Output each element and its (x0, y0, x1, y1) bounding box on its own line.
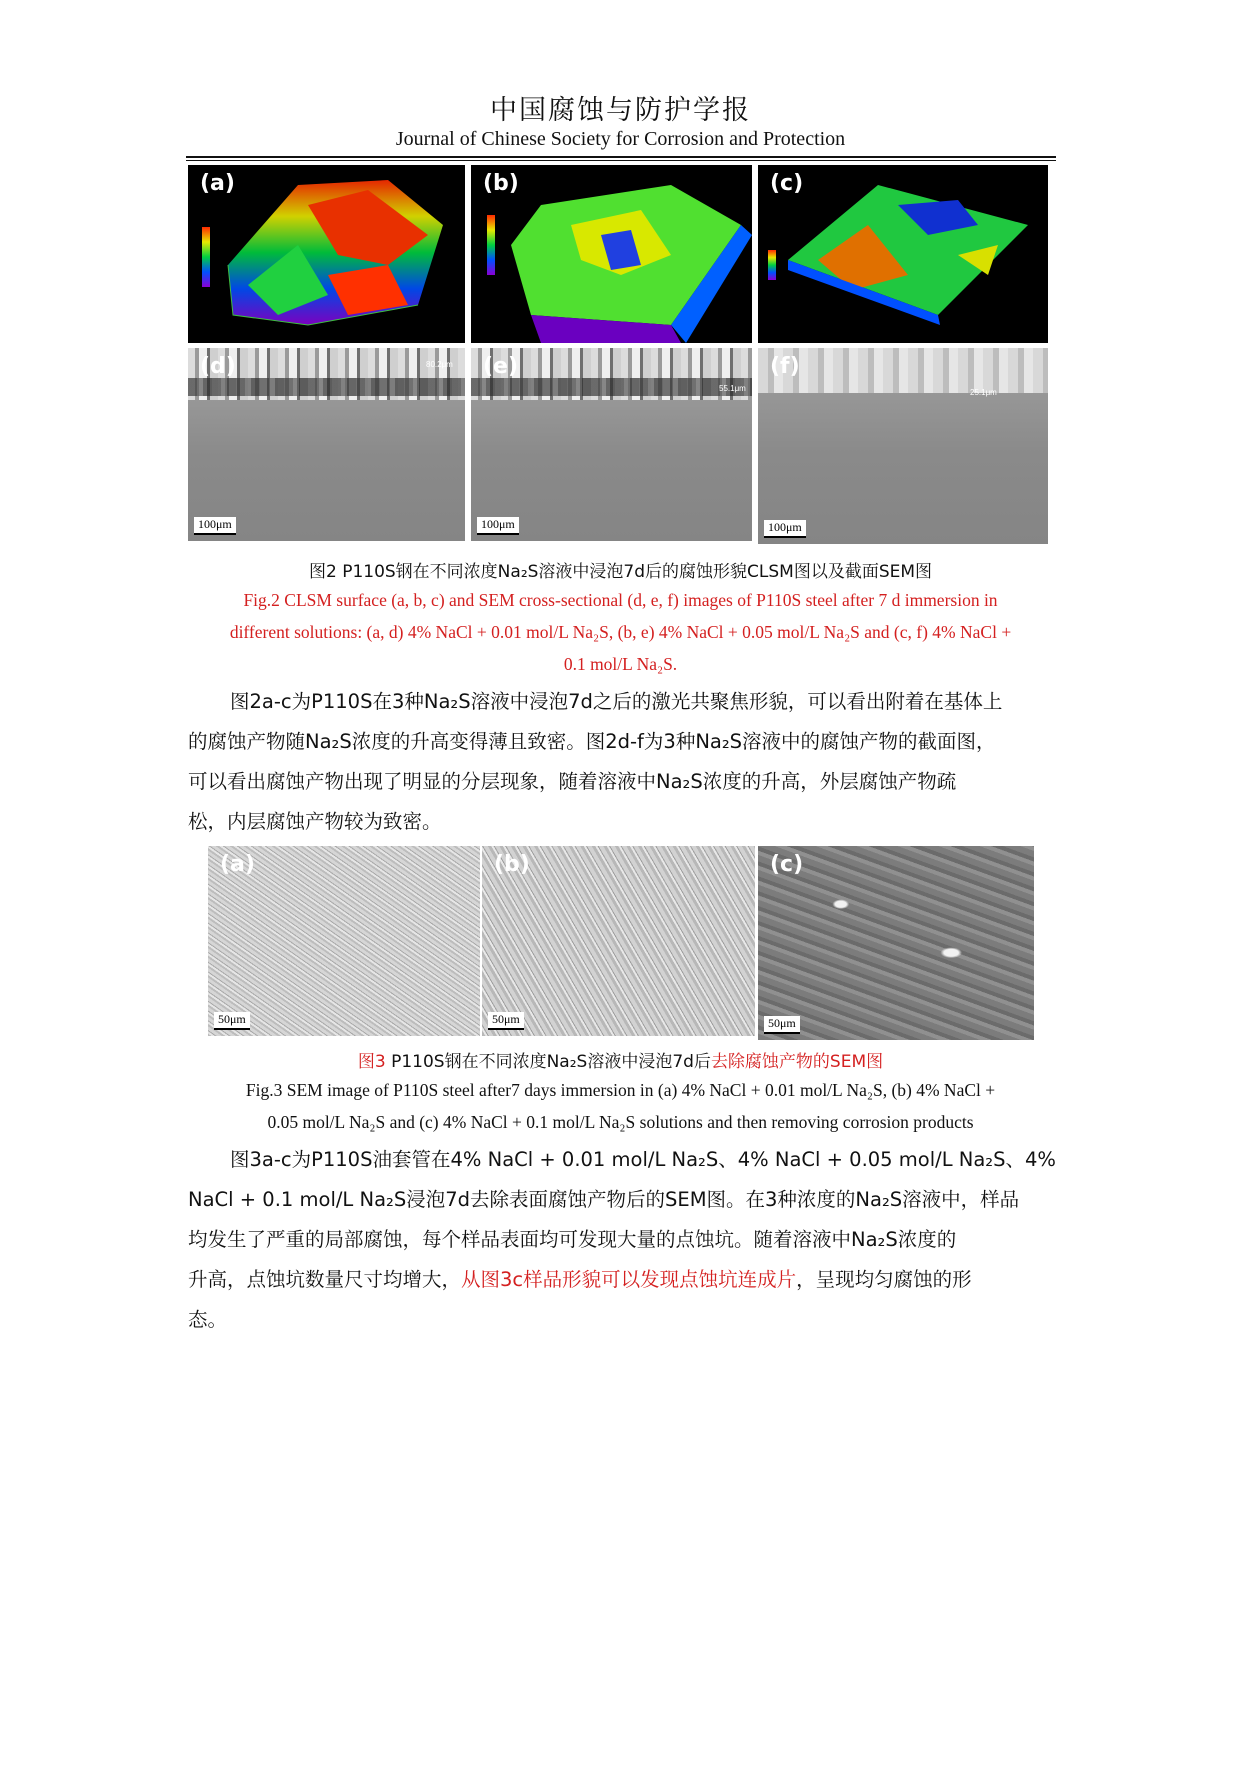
scale-bar: 50μm (214, 1012, 250, 1030)
text-line: NaCl + 0.1 mol/L Na₂S浸泡7d去除表面腐蚀产物后的SEM图。在3种浓度的Na₂S溶液中，样品 (188, 1188, 1020, 1211)
scale-bar: 50μm (488, 1012, 524, 1030)
panel-label: (e) (483, 354, 519, 379)
fig2-panel-c (758, 165, 1048, 343)
scale-bar: 100μm (764, 520, 806, 538)
fig3-panel-a (208, 846, 480, 1036)
scale-bar: 100μm (477, 517, 519, 535)
panel-label: (c) (770, 171, 804, 196)
fig3-caption-cn-red: 去除腐蚀产物的SEM图 (710, 1052, 884, 1072)
text-line: 均发生了严重的局部腐蚀，每个样品表面均可发现大量的点蚀坑。随着溶液中Na₂S浓度的 (188, 1228, 957, 1251)
panel-label: (d) (200, 354, 236, 379)
panel-label: (f) (770, 354, 800, 379)
fig2-panel-d (188, 348, 465, 541)
panel-label: (b) (483, 171, 519, 196)
inner-layer (471, 378, 752, 396)
journal-title-en: Journal of Chinese Society for Corrosion and Protection (395, 128, 846, 150)
fig3-caption-en-line2: 0.05 mol/L Na₂S and (c) 4% NaCl + 0.1 mol/L Na₂S solutions and then removing corrosion products (267, 1112, 974, 1132)
panel-label: (a) (200, 171, 235, 196)
corrosion-layer (758, 348, 1048, 393)
fig3-caption-cn-main: P110S钢在不同浓度Na₂S溶液中浸泡7d后 (385, 1052, 711, 1072)
scale-bar: 50μm (764, 1016, 800, 1034)
header-rule (186, 156, 1056, 161)
panel-label: (b) (494, 852, 530, 877)
fig2-panel-a (188, 165, 465, 343)
text-line: 可以看出腐蚀产物出现了明显的分层现象，随着溶液中Na₂S浓度的升高，外层腐蚀产物疏 (188, 770, 957, 793)
thickness-label: 80.2μm (426, 360, 453, 369)
fig2-panel-f (758, 348, 1048, 544)
thickness-label: 55.1μm (719, 384, 746, 393)
fig3-panel-c (758, 846, 1034, 1040)
text-line: 松，内层腐蚀产物较为致密。 (188, 810, 442, 833)
panel-label: (a) (220, 852, 255, 877)
panel-label: (c) (770, 852, 804, 877)
text-line: 图3a-c为P110S油套管在4% NaCl + 0.01 mol/L Na₂S、4% NaCl + 0.05 mol/L Na₂S、4% (230, 1148, 1056, 1171)
journal-title-cn: 中国腐蚀与防护学报 (490, 95, 751, 126)
paragraph-1 (188, 682, 1054, 842)
paragraph-2 (188, 1140, 1054, 1340)
fig2-panel-e (471, 348, 752, 541)
fig2-panel-b (471, 165, 752, 343)
text-segment: 升高，点蚀坑数量尺寸均增大， (188, 1268, 462, 1291)
text-line: 图2a-c为P110S在3种Na₂S溶液中浸泡7d之后的激光共聚焦形貌，可以看出附着在基体上 (230, 690, 1003, 713)
text-segment: ，呈现均匀腐蚀的形 (796, 1268, 972, 1291)
fig2-caption-en-line3: 0.1 mol/L Na₂S. (563, 654, 678, 674)
text-line (188, 1260, 1054, 1300)
fig2-caption-cn: 图2 P110S钢在不同浓度Na₂S溶液中浸泡7d后的腐蚀形貌CLSM图以及截面SEM图 (308, 562, 933, 582)
fig3-caption-cn (0, 1047, 1241, 1072)
fig2-caption-en-line2: different solutions: (a, d) 4% NaCl + 0.01 mol/L Na₂S, (b, e) 4% NaCl + 0.05 mol/L Na₂S and (c, f) 4% NaCl + (229, 622, 1012, 642)
text-line: 的腐蚀产物随Na₂S浓度的升高变得薄且致密。图2d-f为3种Na₂S溶液中的腐蚀产物的截面图， (188, 730, 996, 753)
fig3-caption-en-line1: Fig.3 SEM image of P110S steel after7 days immersion in (a) 4% NaCl + 0.01 mol/L Na₂S, (b) 4% NaCl + (245, 1080, 996, 1100)
thickness-label: 25.1μm (970, 388, 997, 397)
inner-layer (188, 378, 465, 396)
text-line: 态。 (188, 1308, 228, 1331)
fig3-panel-b (482, 846, 755, 1036)
fig2-caption-en-line1: Fig.2 CLSM surface (a, b, c) and SEM cross-sectional (d, e, f) images of P110S steel after 7 d immersion in (243, 590, 998, 610)
highlighted-text: 从图3c样品形貌可以发现点蚀坑连成片 (461, 1268, 797, 1291)
scale-bar: 100μm (194, 517, 236, 535)
fig3-caption-cn-prefix: 图3 (357, 1052, 386, 1072)
